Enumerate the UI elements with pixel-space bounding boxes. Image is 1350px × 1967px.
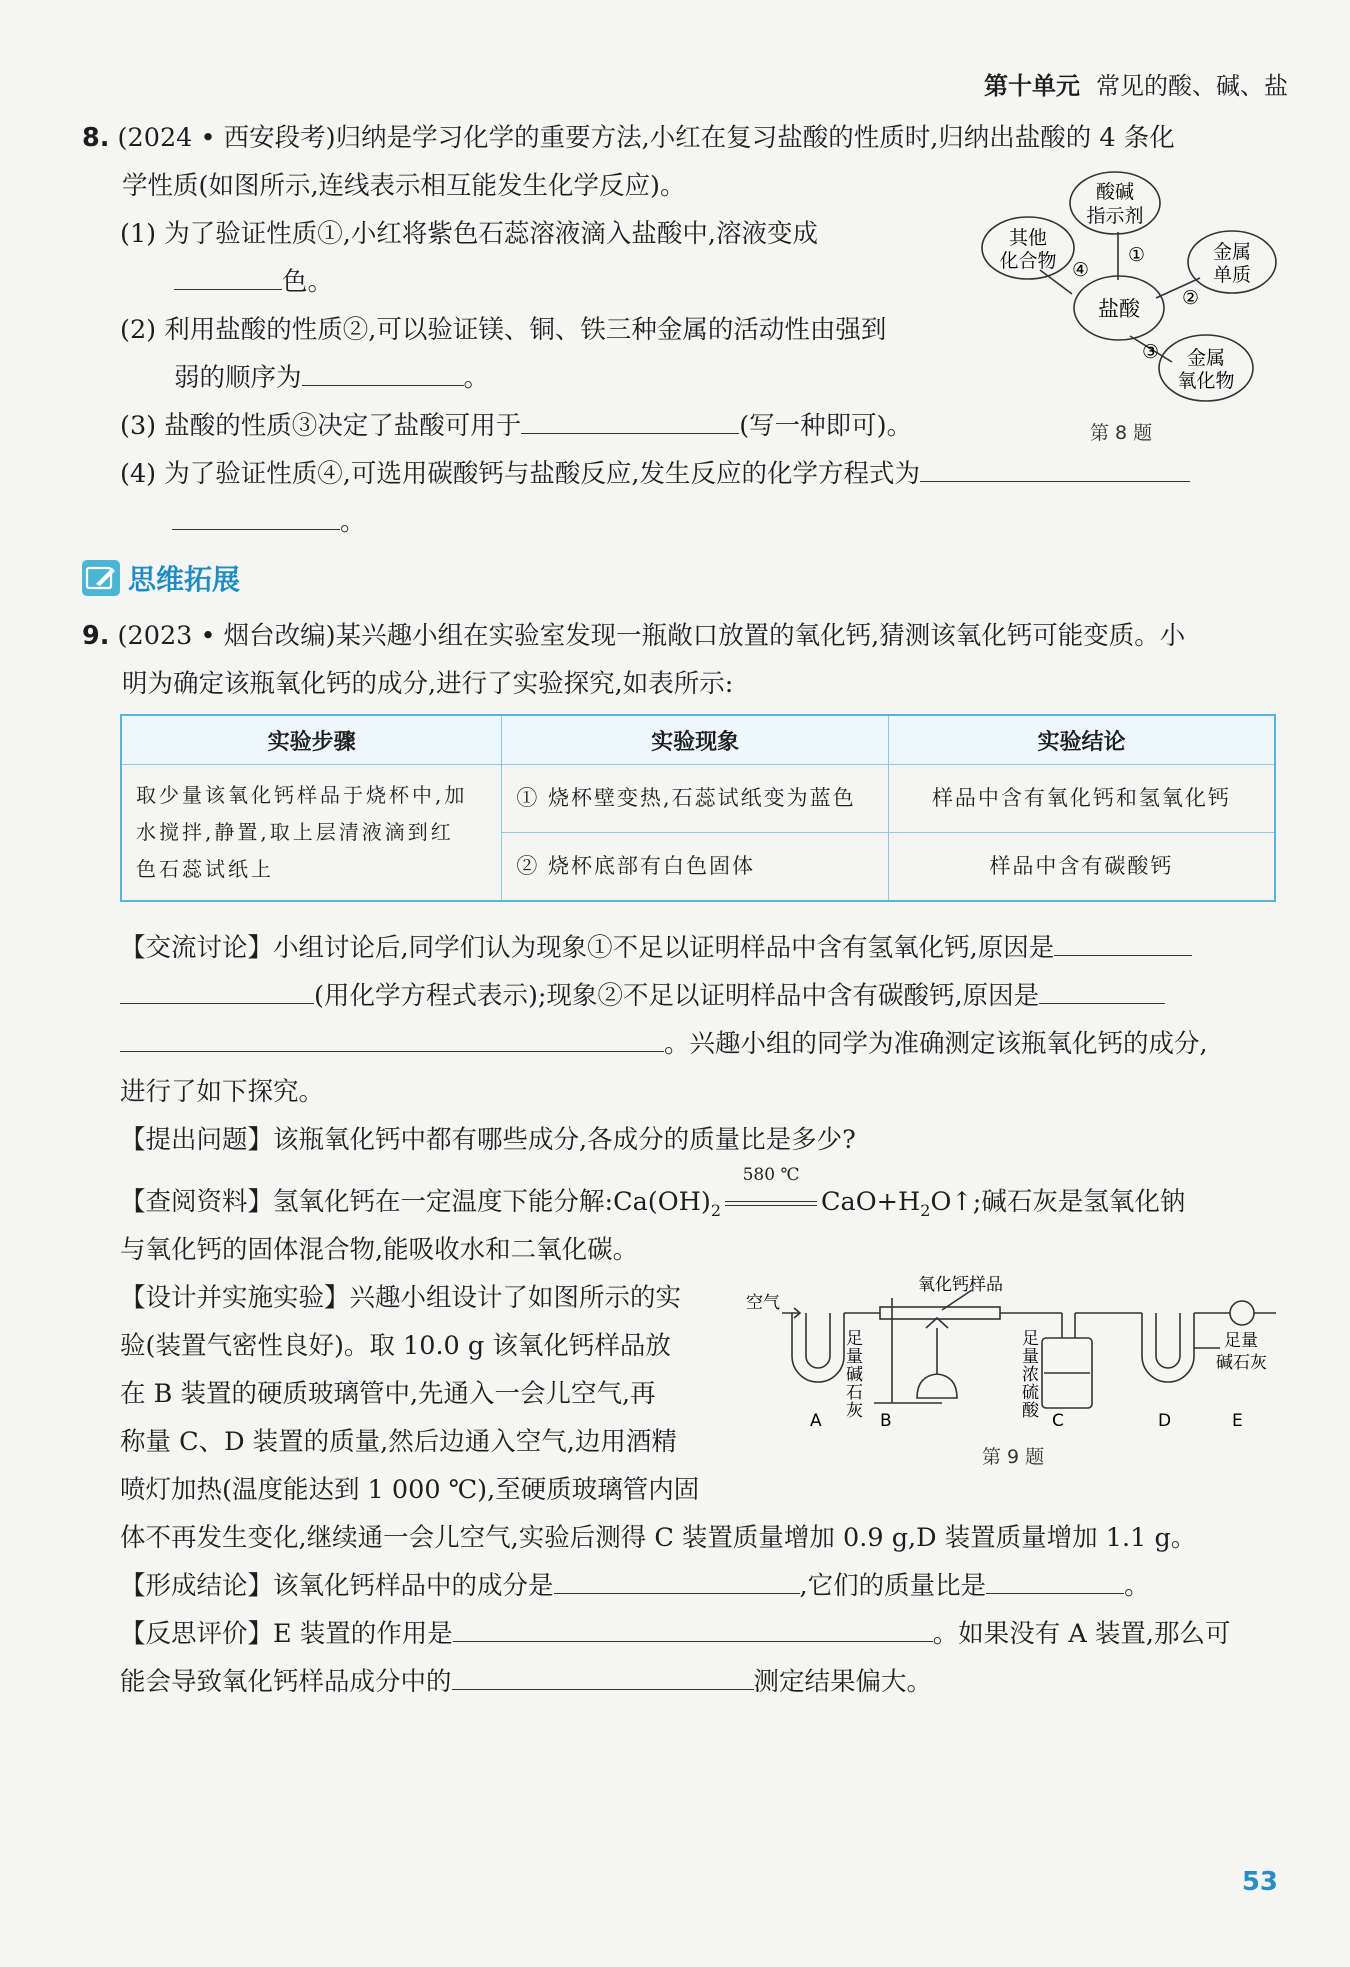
q8-caption: 第 8 题: [1090, 422, 1153, 444]
node-metal-1: 金属: [1212, 241, 1252, 263]
unit-topic: 常见的酸、碱、盐: [1096, 72, 1288, 100]
q8-part1b: [174, 262, 333, 298]
q8-part4a: [120, 454, 1190, 490]
hydrochloric-acid-diagram: [960, 168, 1290, 408]
reaction-condition: [721, 1165, 821, 1217]
q9-design3: 在 B 装置的硬质玻璃管中,先通入一会儿空气,再: [120, 1379, 656, 1409]
answer-blank[interactable]: [1039, 983, 1165, 1004]
reflection-text: 能会导致氧化钙样品成分中的: [120, 1667, 452, 1697]
q9-reflection1: [120, 1614, 1230, 1650]
apparatus-label-e: E: [1232, 1411, 1243, 1431]
q9-text1: (2023 • 烟台改编)某兴趣小组在实验室发现一瓶敞口放置的氧化钙,猜测该氧化钙可能变质。小: [117, 621, 1186, 651]
answer-blank[interactable]: [172, 509, 340, 530]
page-header: [984, 66, 1288, 101]
node-oxide-2: 氧化物: [1177, 370, 1235, 392]
link-label-3: ③: [1142, 341, 1160, 363]
experiment-table: [120, 714, 1276, 902]
reference-text: CaO+H: [821, 1187, 921, 1217]
q9-discussion3: [120, 1024, 1208, 1060]
reflection-text: 【反思评价】E 装置的作用是: [120, 1619, 453, 1649]
table-row: [121, 765, 1275, 833]
q9-question: 【提出问题】该瓶氧化钙中都有哪些成分,各成分的质量比是多少?: [120, 1125, 856, 1155]
answer-blank[interactable]: [120, 983, 314, 1004]
q8-part4b-text: 。: [340, 507, 366, 537]
discussion-text: 。兴趣小组的同学为准确测定该瓶氧化钙的成分,: [664, 1029, 1208, 1059]
table-cell-conclusion: 样品中含有碳酸钙: [888, 832, 1275, 901]
table-cell-observation: ① 烧杯壁变热,石蕊试纸变为蓝色: [502, 765, 889, 833]
node-center: 盐酸: [1098, 297, 1140, 321]
answer-blank[interactable]: [453, 1621, 933, 1642]
rocket-icon: [82, 560, 120, 596]
table-cell-step: [121, 765, 502, 902]
q8-text1: (2024 • 西安段考)归纳是学习化学的重要方法,小红在复习盐酸的性质时,归纳出盐酸的 4 条化: [117, 123, 1175, 153]
table-header: 实验现象: [502, 715, 889, 765]
q8-part3: [120, 406, 912, 442]
node-oxide-1: 金属: [1186, 347, 1226, 369]
q8-part1a: (1) 为了验证性质①,小红将紫色石蕊溶液滴入盐酸中,溶液变成: [120, 219, 818, 249]
q9-reflection2: [120, 1662, 932, 1698]
page-number: 53: [1241, 1867, 1278, 1897]
a-label-char: 足: [846, 1329, 863, 1349]
answer-blank[interactable]: [920, 461, 1190, 482]
condition-text: 580 ℃: [742, 1165, 800, 1185]
reference-text: O↑;碱石灰是氢氧化钠: [930, 1187, 1186, 1217]
step-line: 水搅拌,静置,取上层清液滴到红: [136, 820, 454, 844]
q9-conclusion: [120, 1566, 1150, 1602]
link-label-2: ②: [1182, 287, 1200, 309]
conclusion-text: ,它们的质量比是: [799, 1571, 987, 1601]
q9-discussion4: 进行了如下探究。: [120, 1077, 325, 1107]
q9-reference2: 与氧化钙的固体混合物,能吸收水和二氧化碳。: [120, 1235, 639, 1265]
table-header: 实验步骤: [121, 715, 502, 765]
c-label-char: 酸: [1022, 1401, 1039, 1421]
answer-blank[interactable]: [120, 1031, 664, 1052]
q9-design6: 体不再发生变化,继续通一会儿空气,实验后测得 C 装置质量增加 0.9 g,D 装置质量增加 1.1 g。: [120, 1523, 1197, 1553]
q9-line1: [82, 616, 1185, 652]
node-compound-1: 其他: [1008, 227, 1048, 249]
c-label-char: 量: [1022, 1347, 1039, 1367]
discussion-text: (用化学方程式表示);现象②不足以证明样品中含有碳酸钙,原因是: [314, 981, 1040, 1011]
conclusion-text: 。: [1124, 1571, 1150, 1601]
q8-part3b-text: (写一种即可)。: [739, 411, 913, 441]
answer-blank[interactable]: [554, 1573, 800, 1594]
subscript: 2: [710, 1201, 722, 1221]
a-label-char: 量: [846, 1347, 863, 1367]
q8-number: 8.: [82, 123, 110, 153]
e-label-2: 碱石灰: [1216, 1353, 1267, 1373]
q9-reference1: [120, 1165, 1186, 1221]
section-title: 思维拓展: [128, 563, 241, 596]
a-label-char: 碱: [846, 1365, 863, 1385]
q9-line2: 明为确定该瓶氧化钙的成分,进行了实验探究,如表所示:: [122, 669, 734, 699]
table-header: 实验结论: [888, 715, 1275, 765]
node-indicator-1: 酸碱: [1095, 181, 1135, 203]
table-cell-conclusion: 样品中含有氧化钙和氢氧化钙: [888, 765, 1275, 833]
q8-part2b-text: 弱的顺序为: [174, 363, 302, 393]
conclusion-text: 【形成结论】该氧化钙样品中的成分是: [120, 1571, 554, 1601]
q8-part2a: (2) 利用盐酸的性质②,可以验证镁、铜、铁三种金属的活动性由强到: [120, 315, 887, 345]
q9-design2: 验(装置气密性良好)。取 10.0 g 该氧化钙样品放: [120, 1331, 671, 1361]
answer-blank[interactable]: [986, 1573, 1124, 1594]
reflection-text: 测定结果偏大。: [753, 1667, 933, 1697]
reflection-text: 。如果没有 A 装置,那么可: [932, 1619, 1231, 1649]
link-label-4: ④: [1072, 259, 1090, 281]
q8-line2: 学性质(如图所示,连线表示相互能发生化学反应)。: [122, 171, 686, 201]
q9-caption: 第 9 题: [982, 1446, 1045, 1468]
node-compound-2: 化合物: [999, 250, 1057, 272]
table-cell-observation: ② 烧杯底部有白色固体: [502, 832, 889, 901]
q8-part4b: [172, 502, 366, 538]
apparatus-label-a: A: [810, 1411, 822, 1431]
step-line: 取少量该氧化钙样品于烧杯中,加: [136, 783, 468, 807]
link-label-1: ①: [1128, 244, 1146, 266]
unit-title: 第十单元: [984, 72, 1080, 100]
q9-design1: 【设计并实施实验】兴趣小组设计了如图所示的实: [120, 1283, 682, 1313]
answer-blank[interactable]: [452, 1669, 754, 1690]
q9-design4: 称量 C、D 装置的质量,然后边通入空气,边用酒精: [120, 1427, 677, 1457]
q8-line1: [82, 118, 1175, 154]
table-header-row: [121, 715, 1275, 765]
c-label-char: 浓: [1022, 1365, 1039, 1385]
q8-part2c-text: 。: [463, 363, 490, 393]
c-label-char: 硫: [1022, 1383, 1039, 1403]
reference-text: 【查阅资料】氢氧化钙在一定温度下能分解:Ca(OH): [120, 1187, 711, 1217]
answer-blank[interactable]: [174, 269, 282, 290]
q9-design5: 喷灯加热(温度能达到 1 000 ℃),至硬质玻璃管内固: [120, 1475, 700, 1505]
q8-part2b: [174, 358, 489, 394]
step-line: 色石蕊试纸上: [136, 857, 274, 881]
subscript: 2: [920, 1201, 931, 1221]
answer-blank[interactable]: [302, 365, 464, 386]
q8-part3a-text: (3) 盐酸的性质③决定了盐酸可用于: [120, 411, 522, 441]
q9-number: 9.: [82, 621, 110, 651]
a-label-char: 灰: [846, 1401, 863, 1421]
a-label-char: 石: [846, 1383, 863, 1403]
q8-part1b-text: 色。: [282, 267, 334, 297]
e-label-1: 足量: [1224, 1331, 1258, 1351]
section-header: [82, 558, 240, 598]
answer-blank[interactable]: [1054, 935, 1192, 956]
q8-part4a-text: (4) 为了验证性质④,可选用碳酸钙与盐酸反应,发生反应的化学方程式为: [120, 459, 920, 489]
node-indicator-2: 指示剂: [1086, 205, 1144, 227]
apparatus-label-c: C: [1052, 1411, 1064, 1431]
answer-blank[interactable]: [521, 413, 739, 434]
air-label: 空气: [746, 1293, 780, 1313]
sample-label: 氧化钙样品: [918, 1275, 1003, 1295]
q9-discussion1: [120, 928, 1192, 964]
node-metal-2: 单质: [1212, 264, 1252, 286]
apparatus-label-d: D: [1158, 1411, 1172, 1431]
c-label-char: 足: [1022, 1329, 1039, 1349]
equation-arrow: [725, 1201, 817, 1206]
q9-discussion2: [120, 976, 1165, 1012]
discussion-text: 【交流讨论】小组讨论后,同学们认为现象①不足以证明样品中含有氢氧化钙,原因是: [120, 933, 1055, 963]
apparatus-label-b: B: [880, 1411, 892, 1431]
